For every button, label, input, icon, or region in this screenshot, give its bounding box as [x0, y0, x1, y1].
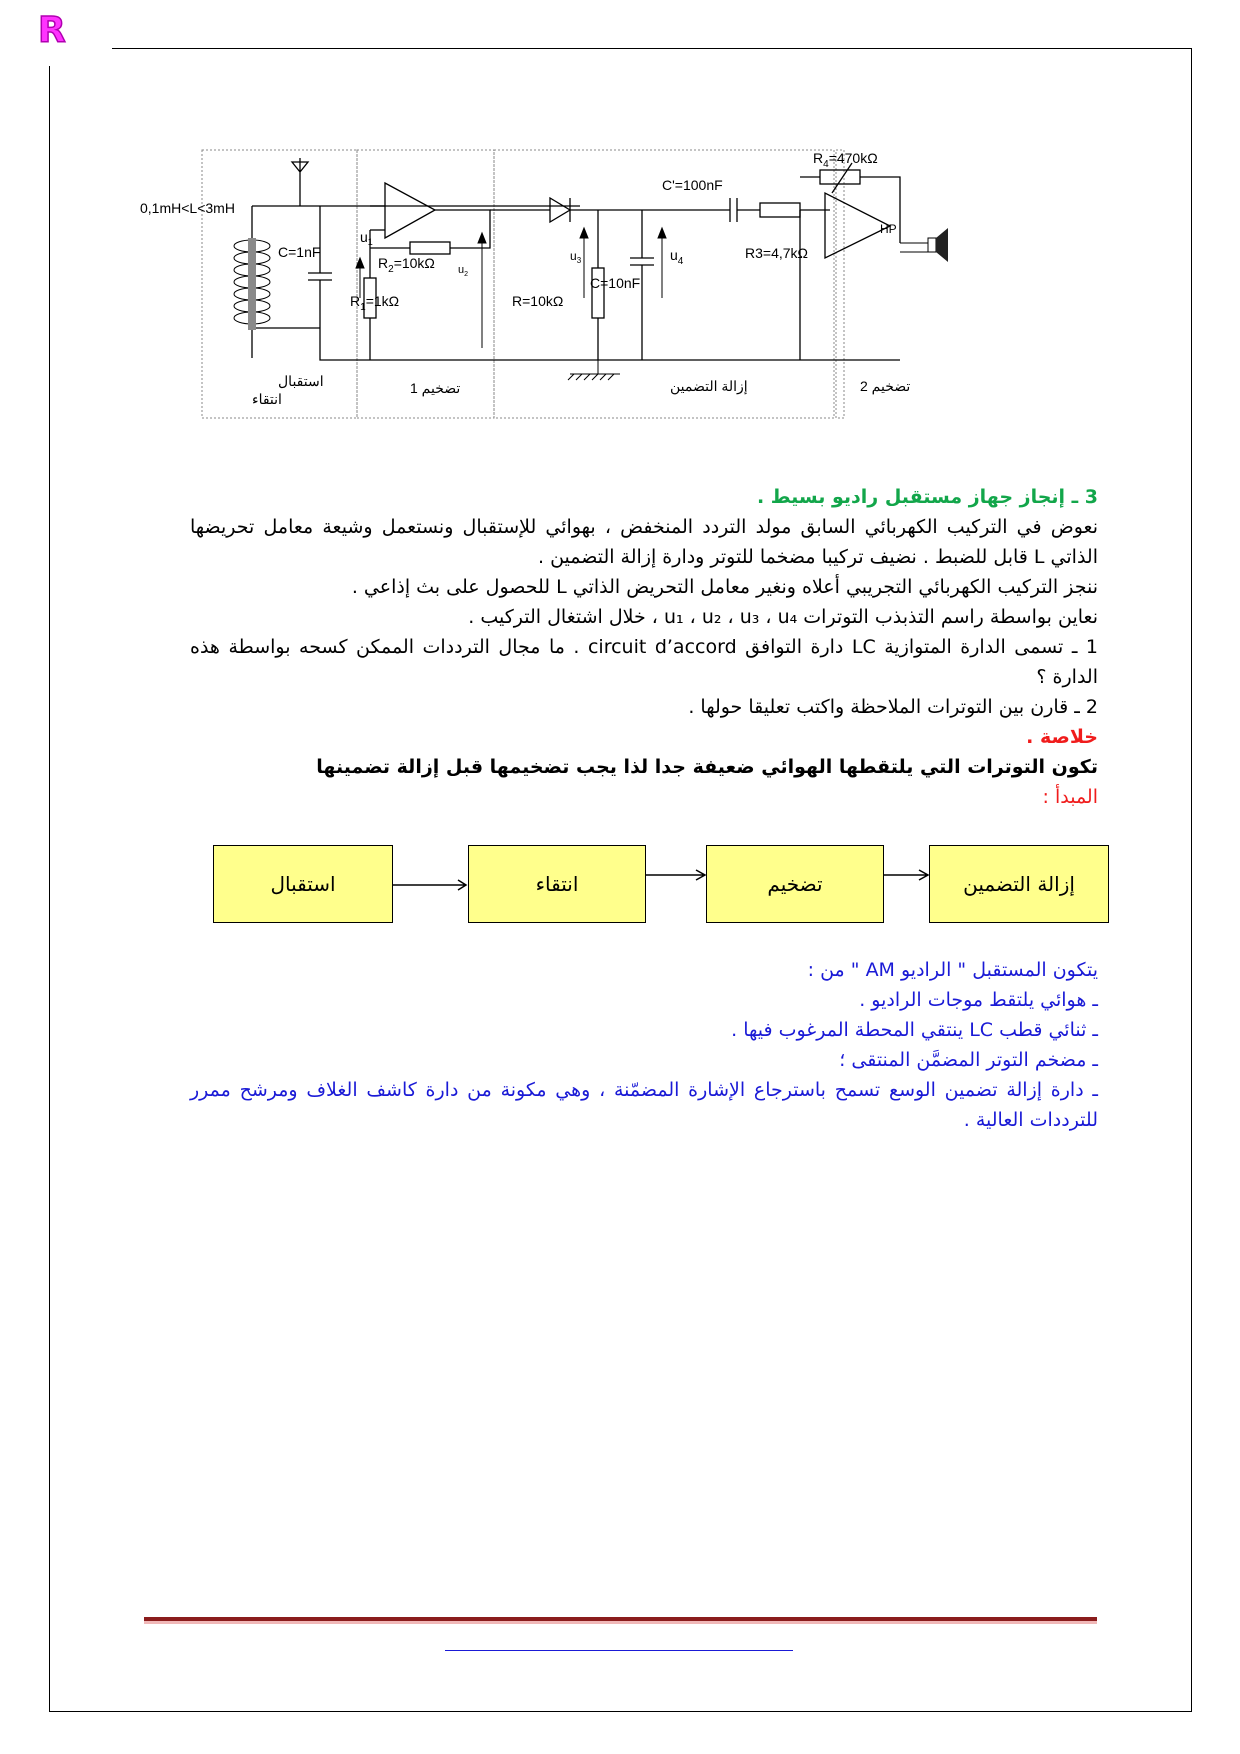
r2-label: $R_2=10k\Omega$	[378, 255, 435, 275]
section-amp1-label: تضخيم 1	[410, 380, 461, 396]
inductor-label: 0,1mH<L<3mH	[140, 200, 235, 216]
flow-block-selection: انتقاء	[468, 845, 646, 923]
composition-intro: يتكون المستقبل " الراديو AM " من :	[807, 959, 1098, 981]
question-2: 2 ـ قارن بين التوترات الملاحظة واكتب تعليقا حولها .	[688, 696, 1098, 718]
flow-block-reception: استقبال	[213, 845, 393, 923]
paragraph-2: ننجز التركيب الكهربائي التجريبي أعلاه ونغير معامل التحريض الذاتي L للحصول على بث إذاعي .	[351, 576, 1098, 598]
question-1: 1 ـ تسمى الدارة المتوازية LC دارة التوافق circuit d’accord . ما مجال الترددات الممكن كسحه بواسطة هذه الدارة ؟	[190, 636, 1098, 688]
hp-label: HP	[880, 222, 897, 236]
u1-label: $u_1$	[360, 229, 373, 247]
r1-label: $R_1=1k\Omega$	[350, 293, 400, 313]
u2-label: $u_2$	[458, 264, 469, 278]
logo: R	[38, 10, 66, 51]
section-reception-label: استقبال	[278, 373, 324, 389]
r-label: R=10kΩ	[512, 293, 564, 309]
composition-item-1: ـ هوائي يلتقط موجات الراديو .	[859, 989, 1098, 1011]
ground-icon	[568, 360, 620, 380]
page-border-bottom	[49, 1711, 1192, 1712]
section-amp2-label: تضخيم 2	[860, 378, 911, 394]
composition-item-4: ـ دارة إزالة تضمين الوسع تسمح باسترجاع الإشارة المضمّنة ، وهي مكونة من دارة كاشف الغلاف ومرشح ممرر للترددات العالية .	[190, 1079, 1098, 1131]
paragraph-1: نعوض في التركيب الكهربائي السابق مولد التردد المنخفض ، بهوائي للإستقبال ونستعمل وشيعة معامل تحريضها الذاتي L قابل للضبط . نضيف تركيبا مضخما للتوتر ودارة إزالة التضمين .	[190, 516, 1098, 568]
circuit-diagram	[140, 148, 911, 418]
composition-item-2: ـ ثنائي قطب LC ينتقي المحطة المرغوب فيها .	[731, 1019, 1098, 1041]
paragraph-3: نعاين بواسطة راسم التذبذب التوترات u₁ ، u₂ ، u₃ ، u₄ ، خلال اشتغال التركيب .	[468, 606, 1098, 628]
page-border-right	[1191, 48, 1192, 1712]
flow-block-amplification: تضخيم	[706, 845, 884, 923]
r4-label: $R_4=470k\Omega$	[813, 150, 878, 170]
footer-link-underline	[445, 1650, 793, 1651]
flow-block-demodulation: إزالة التضمين	[929, 845, 1109, 923]
section-selection-label: انتقاء	[252, 391, 282, 407]
summary-text: تكون التوترات التي يلتقطها الهوائي ضعيفة جدا لذا يجب تضخيمها قبل إزالة تضمينها	[316, 756, 1098, 778]
page-border-left	[49, 66, 50, 1712]
principle-label: المبدأ :	[1042, 786, 1098, 808]
u3-label: $u_3$	[570, 249, 582, 265]
page-border-top	[112, 48, 1192, 49]
r3-label: R3=4,7kΩ	[745, 245, 808, 261]
section-demod-label: إزالة التضمين	[670, 378, 748, 394]
summary-title: خلاصة .	[1026, 726, 1098, 748]
cprime-label: C'=100nF	[662, 177, 723, 193]
footer-rule	[144, 1617, 1097, 1624]
inductor-core	[248, 238, 256, 330]
speaker-icon	[900, 228, 948, 262]
c1-label: C=1nF	[278, 244, 321, 260]
section-heading: 3 ـ إنجاز جهاز مستقبل راديو بسيط .	[756, 486, 1098, 508]
u4-label: $u_4$	[670, 247, 684, 267]
c2-label: C=10nF	[590, 275, 641, 291]
flow-arrows	[390, 845, 950, 923]
composition-item-3: ـ مضخم التوتر المضمَّن المنتقى ؛	[839, 1049, 1098, 1071]
